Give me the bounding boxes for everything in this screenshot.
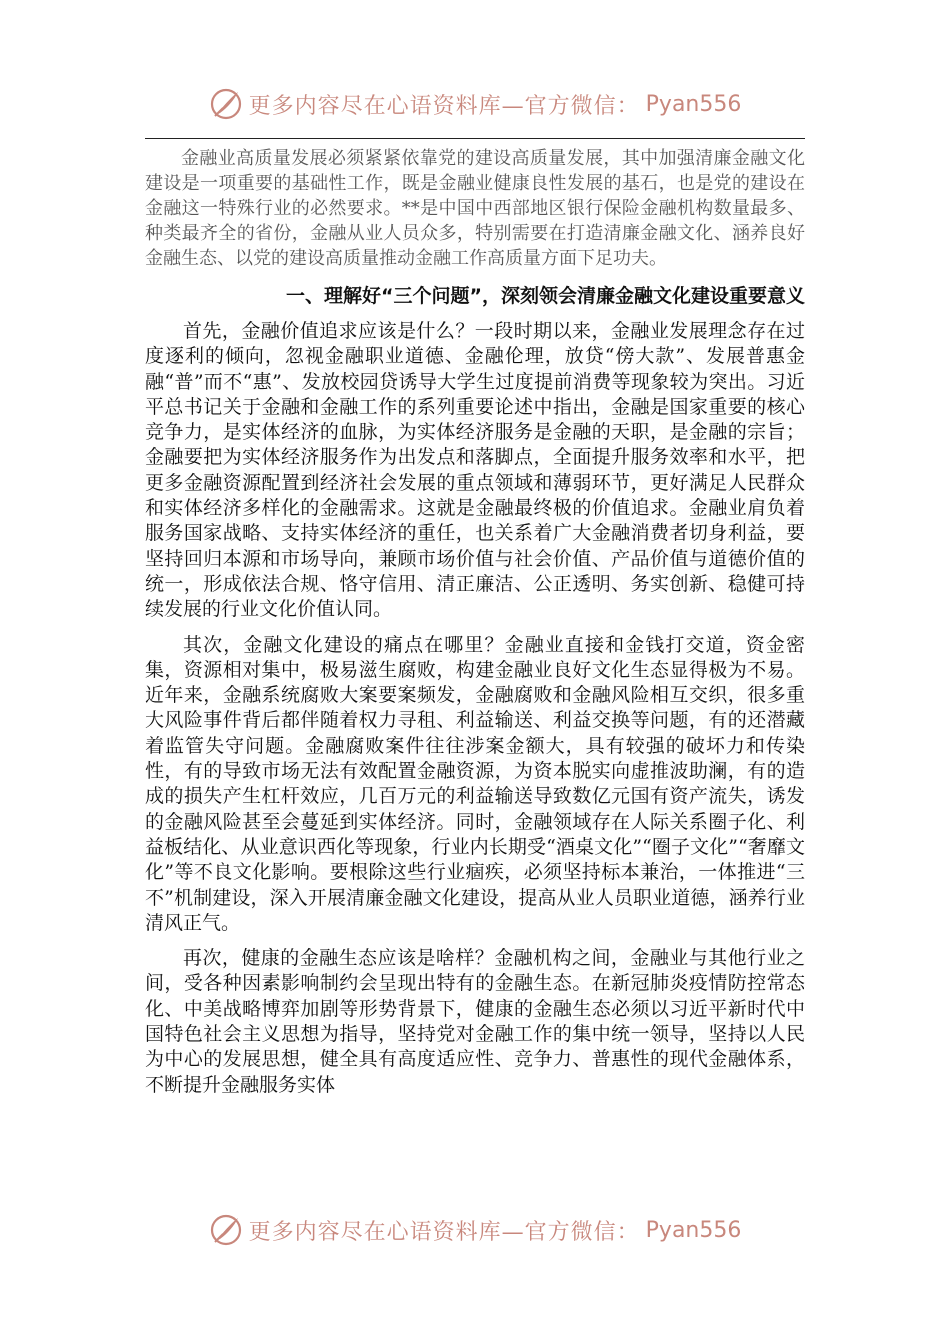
paragraph-3: 再次，健康的金融生态应该是啥样？金融机构之间，金融业与其他行业之间，受各种因素影响制约会呈现出特有的金融生态。在新冠肺炎疫情防控常态化、中美战略博弈加剧等形势背景下，健康的金融生态必须以习近平新时代中国特色社会主义思想为指导，坚持党对金融工作的集中统一领导，坚持以人民为中心的发展思想，健全具有高度适应性、竞争力、普惠性的现代金融体系，不断提升金融服务实体 (145, 947, 805, 1096)
feather-pen-logo (209, 1213, 243, 1247)
watermark-wechat-id: Pyan556 (645, 91, 742, 117)
header-watermark (0, 84, 950, 124)
watermark-text: 更多内容尽在心语资料库—官方微信： (248, 1219, 640, 1245)
feather-pen-logo (209, 87, 243, 121)
footer-watermark (0, 1210, 950, 1250)
intro-paragraph: 金融业高质量发展必须紧紧依靠党的建设高质量发展，其中加强清廉金融文化建设是一项重要的基础性工作，既是金融业健康良性发展的基石，也是党的建设在金融这一特殊行业的必然要求。**是中国中西部地区银行保险金融机构数量最多、种类最齐全的省份，金融从业人员众多，特别需要在打造清廉金融文化、涵养良好金融生态、以党的建设高质量推动金融工作高质量方面下足功夫。 (145, 148, 805, 269)
watermark-wechat-id: Pyan556 (645, 1217, 742, 1243)
header-divider (145, 138, 805, 139)
watermark-text: 更多内容尽在心语资料库—官方微信： (248, 93, 640, 119)
paragraph-2: 其次，金融文化建设的痛点在哪里？金融业直接和金钱打交道，资金密集，资源相对集中，极易滋生腐败，构建金融业良好文化生态显得极为不易。近年来，金融系统腐败大案要案频发，金融腐败和金融风险相互交织，很多重大风险事件背后都伴随着权力寻租、利益输送、利益交换等问题，有的还潜藏着监管失守问题。金融腐败案件往往涉案金额大，具有较强的破坏力和传染性，有的导致市场无法有效配置金融资源，为资本脱实向虚推波助澜，有的造成的损失产生杠杆效应，几百万元的利益输送导致数亿元国有资产流失，诱发的金融风险甚至会蔓延到实体经济。同时，金融领域存在人际关系圈子化、利益板结化、从业意识西化等现象，行业内长期受“酒桌文化”“圈子文化”“奢靡文化”等不良文化影响。要根除这些行业痼疾，必须坚持标本兼治，一体推进“三不”机制建设，深入开展清廉金融文化建设，提高从业人员职业道德，涵养行业清风正气。 (145, 633, 805, 934)
paragraph-1: 首先，金融价值追求应该是什么？一段时期以来，金融业发展理念存在过度逐利的倾向，忽视金融职业道德、金融伦理，放贷“傍大款”、发展普惠金融“普”而不“惠”、发放校园贷诱导大学生过度提前消费等现象较为突出。习近平总书记关于金融和金融工作的系列重要论述中指出，金融是国家重要的核心竞争力，是实体经济的血脉，为实体经济服务是金融的天职，是金融的宗旨；金融要把为实体经济服务作为出发点和落脚点，全面提升服务效率和水平，把更多金融资源配置到经济社会发展的重点领域和薄弱环节，更好满足人民群众和实体经济多样化的金融需求。这就是金融最终极的价值追求。金融业肩负着服务国家战略、支持实体经济的重任，也关系着广大金融消费者切身利益，要坚持回归本源和市场导向，兼顾市场价值与社会价值、产品价值与道德价值的统一，形成依法合规、恪守信用、清正廉洁、公正透明、务实创新、稳健可持续发展的行业文化价值认同。 (145, 320, 805, 621)
document-body (145, 146, 805, 1098)
section-heading: 一、理解好“三个问题”，深刻领会清廉金融文化建设重要意义 (286, 285, 805, 307)
